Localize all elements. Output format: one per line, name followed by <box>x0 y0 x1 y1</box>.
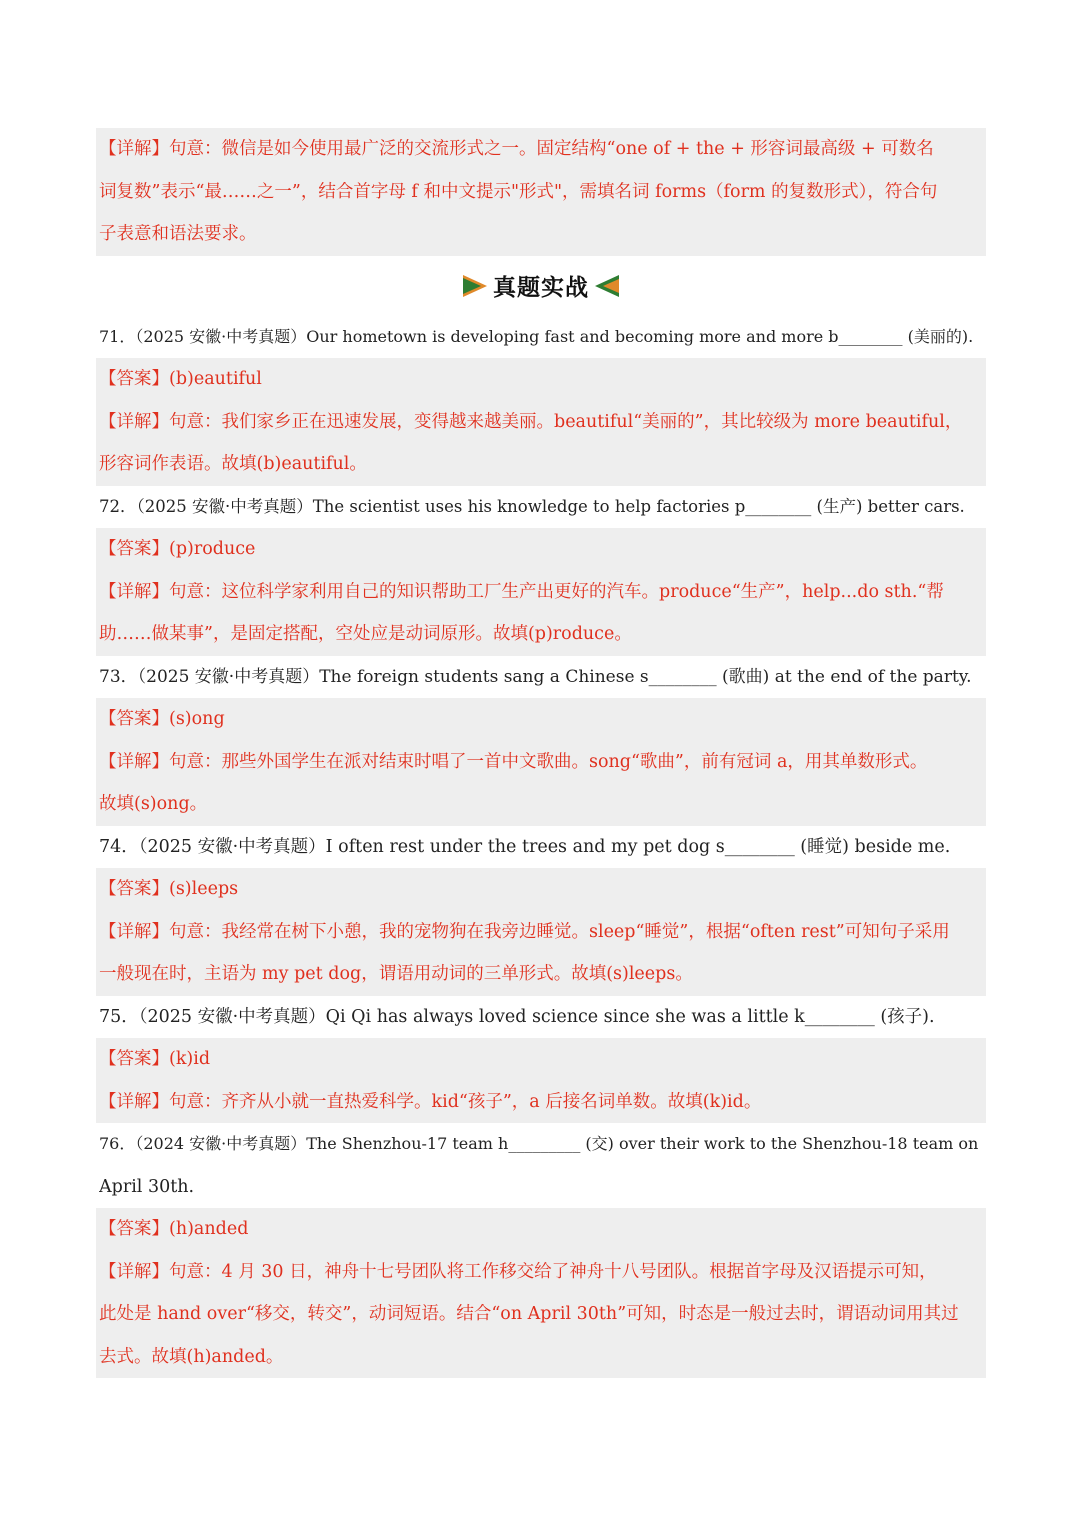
answer-text: 【答案】(p)roduce <box>99 539 256 559</box>
question-item <box>96 656 986 826</box>
question-text <box>96 316 986 359</box>
answer-block <box>96 698 986 826</box>
detail-line: 助……做某事”，是固定搭配，空处应是动词原形。故填(p)roduce。 <box>99 624 632 644</box>
detail-line: 【详解】句意：我经常在树下小憩，我的宠物狗在我旁边睡觉。sleep“睡觉”，根据“often rest”可知句子采用 <box>99 921 950 942</box>
answer-text: 【答案】(h)anded <box>99 1219 249 1239</box>
section-title: 真题实战 <box>493 275 589 301</box>
question-line: 73．（2025 安徽·中考真题）The foreign students sang a Chinese s________ (歌曲) at the end of the party. <box>99 666 972 687</box>
answer-block <box>96 358 986 486</box>
detail-line: 形容词作表语。故填(b)eautiful。 <box>99 454 367 474</box>
left-arrow-icon <box>593 275 619 297</box>
detail-line: 【详解】句意：我们家乡正在迅速发展，变得越来越美丽。beautiful“美丽的”，其比较级为 more beautiful， <box>99 411 963 432</box>
question-line: 75．（2025 安徽·中考真题）Qi Qi has always loved science since she was a little k________ (孩子). <box>99 1006 935 1027</box>
document-page <box>96 128 986 1378</box>
detail-line: 【详解】句意：这位科学家利用自己的知识帮助工厂生产出更好的汽车。produce“生产”，help...do sth.“帮 <box>99 581 944 602</box>
question-item <box>96 826 986 996</box>
detail-line: 【详解】句意：齐齐从小就一直热爱科学。kid“孩子”，a 后接名词单数。故填(k)id。 <box>99 1091 762 1112</box>
question-item <box>96 316 986 486</box>
intro-detail-line: 词复数”表示“最……之一”，结合首字母 f 和中文提示"形式"，需填名词 forms（form 的复数形式），符合句 <box>99 181 938 202</box>
answer-block <box>96 528 986 656</box>
question-text <box>96 656 986 699</box>
detail-line: 去式。故填(h)anded。 <box>99 1346 284 1367</box>
detail-line: 【详解】句意：那些外国学生在派对结束时唱了一首中文歌曲。song“歌曲”，前有冠词 a，用其单数形式。 <box>99 751 928 772</box>
question-text <box>96 826 986 869</box>
question-text <box>96 1123 986 1208</box>
question-text <box>96 486 986 529</box>
question-line: 71．（2025 安徽·中考真题）Our hometown is developing fast and becoming more and more b________ (美丽的). <box>99 326 974 346</box>
question-line: April 30th. <box>99 1176 195 1197</box>
question-line: 72．（2025 安徽·中考真题）The scientist uses his knowledge to help factories p________ (生产) better cars. <box>99 496 965 516</box>
answer-block <box>96 1038 986 1123</box>
question-line: 74．（2025 安徽·中考真题）I often rest under the trees and my pet dog s________ (睡觉) beside me. <box>99 836 951 857</box>
answer-block <box>96 1208 986 1378</box>
question-item <box>96 486 986 656</box>
detail-line: 此处是 hand over“移交，转交”，动词短语。结合“on April 30th”可知，时态是一般过去时，谓语动词用其过 <box>99 1304 959 1324</box>
answer-block <box>96 868 986 996</box>
answer-text: 【答案】(s)ong <box>99 709 225 729</box>
question-text <box>96 996 986 1039</box>
detail-line: 一般现在时，主语为 my pet dog，谓语用动词的三单形式。故填(s)leeps。 <box>99 964 693 984</box>
intro-detail-block <box>96 128 986 256</box>
answer-text: 【答案】(b)eautiful <box>99 369 262 389</box>
detail-line: 故填(s)ong。 <box>99 794 208 814</box>
intro-detail-line: 【详解】句意：微信是如今使用最广泛的交流形式之一。固定结构“one of + the + 形容词最高级 + 可数名 <box>99 139 934 159</box>
question-item <box>96 1123 986 1378</box>
answer-text: 【答案】(k)id <box>99 1049 211 1069</box>
question-line: 76．（2024 安徽·中考真题）The Shenzhou-17 team h_________ (交) over their work to the Shenzhou-18 team on <box>99 1134 979 1153</box>
section-heading <box>96 256 986 316</box>
detail-line: 【详解】句意：4 月 30 日，神舟十七号团队将工作移交给了神舟十八号团队。根据首字母及汉语提示可知， <box>99 1261 937 1282</box>
question-item <box>96 996 986 1124</box>
answer-text: 【答案】(s)leeps <box>99 879 239 899</box>
right-arrow-icon <box>463 275 489 297</box>
intro-detail-line: 子表意和语法要求。 <box>99 224 257 244</box>
